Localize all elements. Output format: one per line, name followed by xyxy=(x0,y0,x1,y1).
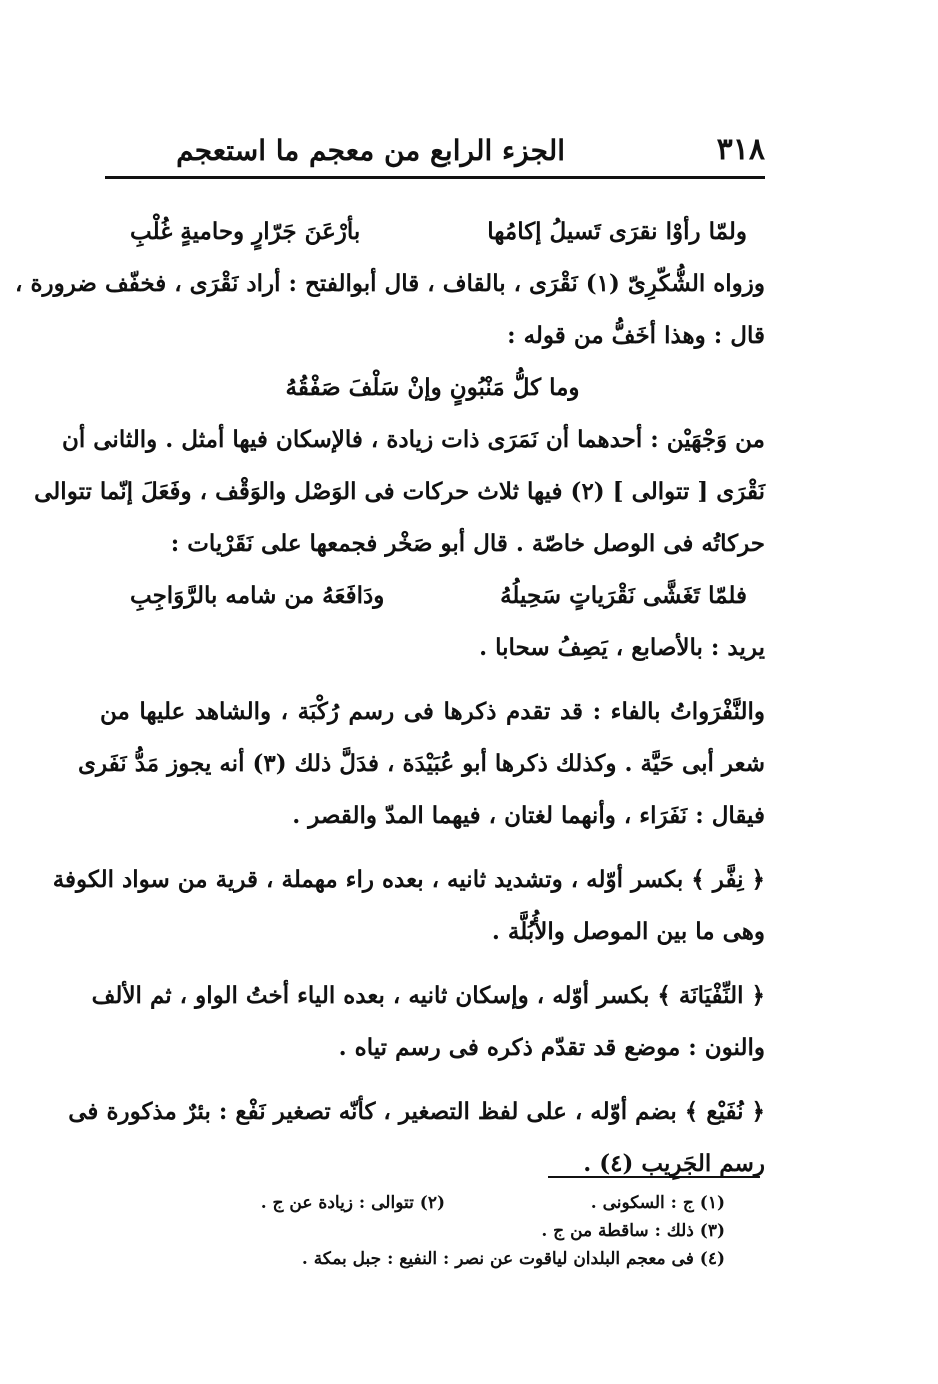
footnote-3: (٣) ذلك : ساقطة من ج . xyxy=(541,1221,725,1241)
text-line: شعر أبى حَيَّة . وكذلك ذكرها أبو عُبَيْدَة ، فدَلَّ ذلك (٣) أنه يجوز مَدُّ نَفَرى xyxy=(77,750,765,777)
hemistich-first: ولمّا رأوْا نقرَى تَسيلُ إكامُها xyxy=(487,218,747,245)
text-line: ﴿ نِفَّر ﴾ بكسر أوّله ، وتشديد ثانيه ، بعده راء مهملة ، قرية من سواد الكوفة xyxy=(52,866,765,893)
text-line: نَقْرَى [ تتوالى ] (٢) فيها ثلاث حركات فى الوَصْل والوَقْف ، وفَعَلَ إنّما تتوالى xyxy=(34,478,765,505)
page-header xyxy=(105,128,765,172)
verse-line xyxy=(100,570,765,622)
text-line: من وَجْهَيْن : أحدهما أن نَمَرَى ذات زيادة ، فالإسكان فيها أمثل . والثانى أن xyxy=(61,426,765,453)
text-line: رسم الجَرِيب (٤) . xyxy=(583,1150,765,1177)
paragraph-gap xyxy=(100,674,765,686)
hemistich-first: فلمّا تَغَشَّى نَقْرَياتٍ سَحِيلُهُ xyxy=(500,582,747,609)
footnote-row xyxy=(215,1218,725,1246)
paragraph-gap xyxy=(100,842,765,854)
text-line: فيقال : نَفَرَاء ، وأنهما لغتان ، فيهما المدّ والقصر . xyxy=(292,802,765,829)
text-line: ﴿ النِّفْيَانَة ﴾ بكسر أوّله ، وإسكان ثانيه ، بعده الياء أختُ الواو ، ثم الألف xyxy=(91,982,765,1009)
paragraph-gap xyxy=(100,1074,765,1086)
text-line: وهى ما بين الموصل والأُبُلَّة . xyxy=(491,918,765,945)
text-line: يريد : بالأصابع ، يَصِفُ سحابا . xyxy=(479,634,765,661)
body-text xyxy=(15,206,765,1190)
page-number: ٣١٨ xyxy=(716,132,765,167)
text-line: وزواه الشُّكّرِىّ (١) نَقْرَى ، بالقاف ، قال أبوالفتح : أراد نَقْرَى ، فخفّف ضرورة ، xyxy=(15,270,765,297)
verse-line xyxy=(100,206,765,258)
header-rule xyxy=(105,176,765,179)
text-line: وما كلُّ مَنْبُونٍ وإنْ سَلْفَ صَفْقُهُ xyxy=(285,374,580,401)
hemistich-second: ودَافَعَهُ من شامه بالرَّوَاجِبِ xyxy=(130,582,385,609)
hemistich-second: بأرْعَنَ جَرّارٍ وحاميةٍ غُلْبِ xyxy=(130,218,361,245)
text-line: حركاتُه فى الوصل خاصّة . قال أبو صَخْر فجمعها على نَقَرْيات : xyxy=(170,530,765,557)
running-title: الجزء الرابع من معجم ما استعجم xyxy=(176,134,565,167)
footnote-row xyxy=(215,1246,725,1274)
footnotes xyxy=(215,1190,725,1274)
text-line: والنَّفْرَواتُ بالفاء : قد تقدم ذكرها فى رسم رُكْبَة ، والشاهد عليها من xyxy=(100,698,765,725)
text-line: والنون : موضع قد تقدّم ذكره فى رسم تياه . xyxy=(338,1034,765,1061)
text-line: قال : وهذا أخَفُّ من قوله : xyxy=(507,322,765,349)
paragraph-gap xyxy=(100,958,765,970)
footnote-row xyxy=(215,1190,725,1218)
footnote-rule xyxy=(548,1176,760,1178)
footnote-1: (١) ج : السكونى . xyxy=(590,1193,725,1213)
footnote-2: (٢) تتوالى : زيادة عن ج . xyxy=(260,1193,445,1213)
text-line: ﴿ نُفَيْع ﴾ بضم أوّله ، على لفظ التصغير ، كأنّه تصغير نَفْع : بئرٌ مذكورة فى xyxy=(68,1098,765,1125)
footnote-4: (٤) فى معجم البلدان لياقوت عن نصر : النفيع : جبل بمكة . xyxy=(301,1249,725,1269)
